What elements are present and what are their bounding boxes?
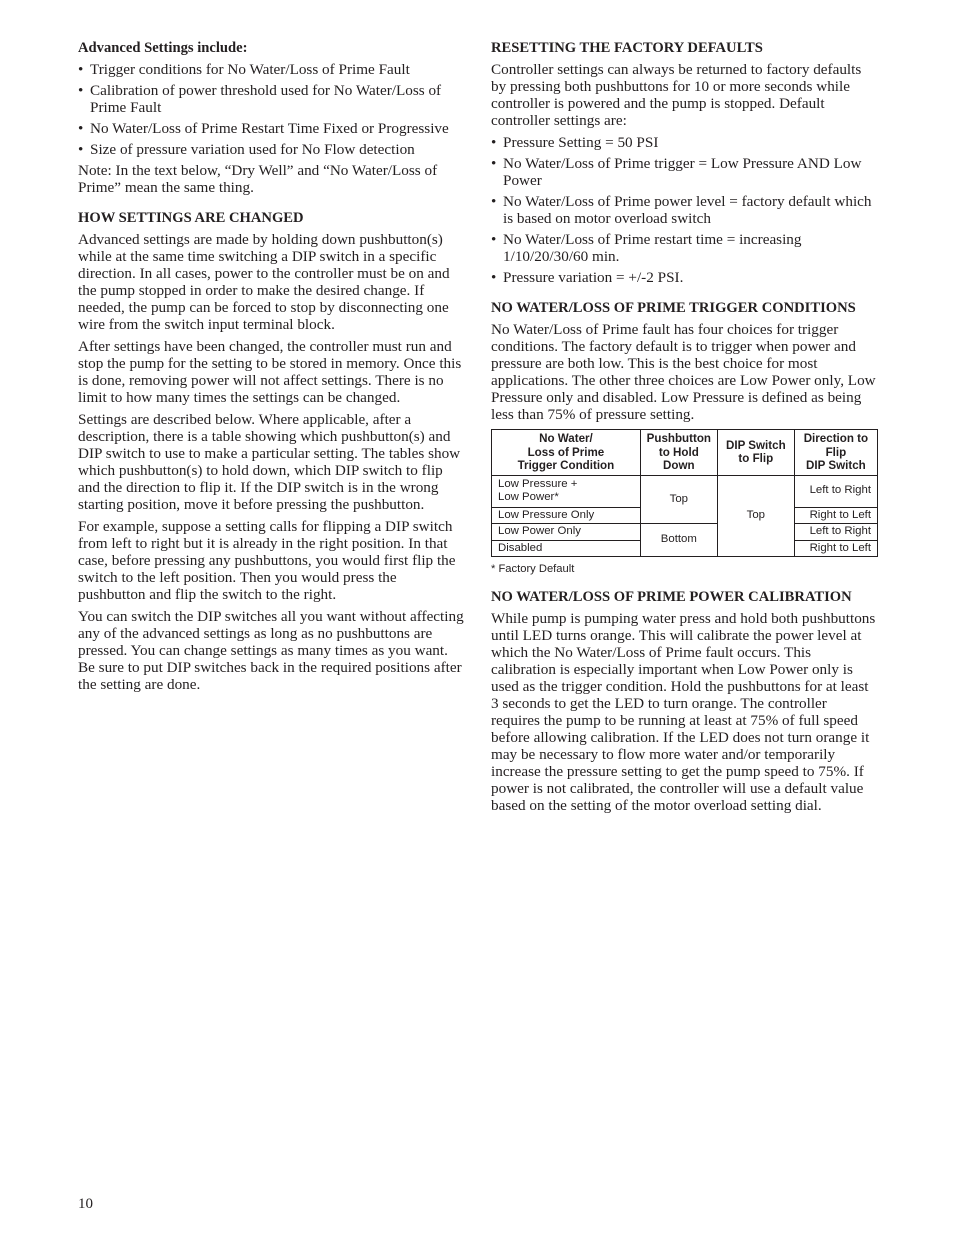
trigger-text: No Water/Loss of Prime fault has four choices for trigger conditions. The factory default is to trigger when power and pressure are both low. This is the best choice for most applications. The other three choices are Low Power only, Low Pressure only and disabled. Low Pressure is defined as being less than 75% of pressure setting. — [491, 321, 876, 423]
page-number: 10 — [78, 1196, 93, 1212]
condition-cell: Low Power Only — [492, 524, 641, 541]
direction-cell: Left to Right — [794, 475, 877, 507]
trigger-conditions-heading: NO WATER/LOSS OF PRIME TRIGGER CONDITIONS — [491, 300, 856, 316]
paragraph: You can switch the DIP switches all you want without affecting any of the advanced settings as long as no pushbuttons are pressed. You can change settings as many times as you want. Be sure to put DIP switches back in the required positions after the setting are done. — [78, 608, 464, 693]
factory-default-footnote: * Factory Default — [491, 563, 575, 575]
header-pushbutton — [640, 430, 717, 476]
list-item: • No Water/Loss of Prime restart time = increasing 1/10/20/30/60 min. — [491, 231, 879, 265]
header-label: Pushbutton to Hold Down — [646, 432, 712, 472]
list-item: • Size of pressure variation used for No Flow detection — [78, 141, 466, 158]
direction-cell: Left to Right — [794, 524, 877, 541]
how-settings-heading: HOW SETTINGS ARE CHANGED — [78, 210, 304, 226]
direction-cell: Right to Left — [794, 540, 877, 557]
table-row — [492, 524, 878, 541]
calibration-text: While pump is pumping water press and hold both pushbuttons until LED turns orange. This will calibrate the power level at which the No Water/Loss of Prime fault occurs. This calibration is especially important when Low Power only is used as the trigger condition. Hold the pushbuttons for at least 3 seconds to get the LED to turn orange. The controller requires the pump to be running at least at 75% of full speed before allowing calibration. If the LED does not turn orange it may be necessary to flow more water and/or temporarily increase the pressure setting to get the pump speed to 75%. If power is not calibrated, the controller will use a default value based on the setting of the motor overload setting dial. — [491, 610, 876, 814]
reset-intro: Controller settings can always be returned to factory defaults by pressing both pushbuttons for 10 or more seconds while controller is powered and the pump is stopped. Default controller settings are: — [491, 61, 862, 129]
pushbutton-top-cell: Top — [640, 475, 717, 524]
header-dip-switch — [717, 430, 794, 476]
reset-defaults-heading: RESETTING THE FACTORY DEFAULTS — [491, 40, 763, 56]
advanced-settings-list — [78, 61, 466, 158]
dip-switch-cell: Top — [717, 475, 794, 557]
table-row — [492, 475, 878, 507]
list-item: • Calibration of power threshold used for No Water/Loss of Prime Fault — [78, 82, 466, 116]
condition-cell: Low Pressure Only — [492, 507, 641, 524]
header-label: DIP Switch to Flip — [725, 438, 786, 466]
direction-cell: Right to Left — [794, 507, 877, 524]
paragraph: Settings are described below. Where applicable, after a description, there is a table showing which pushbutton(s) and DIP switch to use to make a particular setting. The tables show which pushbutton(s) to hold down, which DIP switch to flip and the direction to flip it. If the DIP switch is in the wrong starting position, move it before pressing the pushbutton. — [78, 411, 461, 513]
list-item: • Pressure Setting = 50 PSI — [491, 134, 879, 151]
paragraph: For example, suppose a setting calls for flipping a DIP switch from left to right but it is already in the right position. In that case, before pressing any pushbuttons, you would first flip the switch to the left position. Then you would press the pushbutton and flip the switch to the right. — [78, 518, 456, 603]
condition-cell — [492, 475, 641, 507]
list-item: • No Water/Loss of Prime Restart Time Fixed or Progressive — [78, 120, 466, 137]
condition-cell: Disabled — [492, 540, 641, 557]
right-column — [491, 40, 879, 819]
trigger-conditions-table — [491, 429, 878, 557]
paragraph: After settings have been changed, the controller must run and stop the pump for the setting to be stored in memory. Once this is done, removing power will not affect settings. There is no limit to how many times the settings can be changed. — [78, 338, 462, 406]
list-item: • No Water/Loss of Prime power level = factory default which is based on motor overload switch — [491, 193, 879, 227]
condition-label: Low Pressure + Low Power* — [498, 477, 578, 503]
header-label: Direction to Flip DIP Switch — [803, 432, 869, 472]
header-direction — [794, 430, 877, 476]
list-item: • Trigger conditions for No Water/Loss of Prime Fault — [78, 61, 466, 78]
defaults-list — [491, 134, 879, 286]
list-item: • No Water/Loss of Prime trigger = Low Pressure AND Low Power — [491, 155, 879, 189]
table-header-row — [492, 430, 878, 476]
pushbutton-bottom-cell: Bottom — [640, 524, 717, 557]
header-label: No Water/ Loss of Prime Trigger Condition — [517, 432, 615, 472]
header-trigger-condition — [492, 430, 641, 476]
list-item: • Pressure variation = +/-2 PSI. — [491, 269, 879, 286]
advanced-settings-heading: Advanced Settings include: — [78, 40, 248, 56]
left-column — [78, 40, 466, 698]
power-calibration-heading: NO WATER/LOSS OF PRIME POWER CALIBRATION — [491, 589, 852, 605]
paragraph: Advanced settings are made by holding down pushbutton(s) while at the same time switching a DIP switch in a specific direction. In all cases, power to the controller must be on and the pump stopped in order to make the desired change. If needed, the pump can be forced to stop by disconnecting one wire from the switch input terminal block. — [78, 231, 450, 333]
dry-well-note: Note: In the text below, “Dry Well” and “No Water/Loss of Prime” mean the same thing. — [78, 162, 438, 196]
